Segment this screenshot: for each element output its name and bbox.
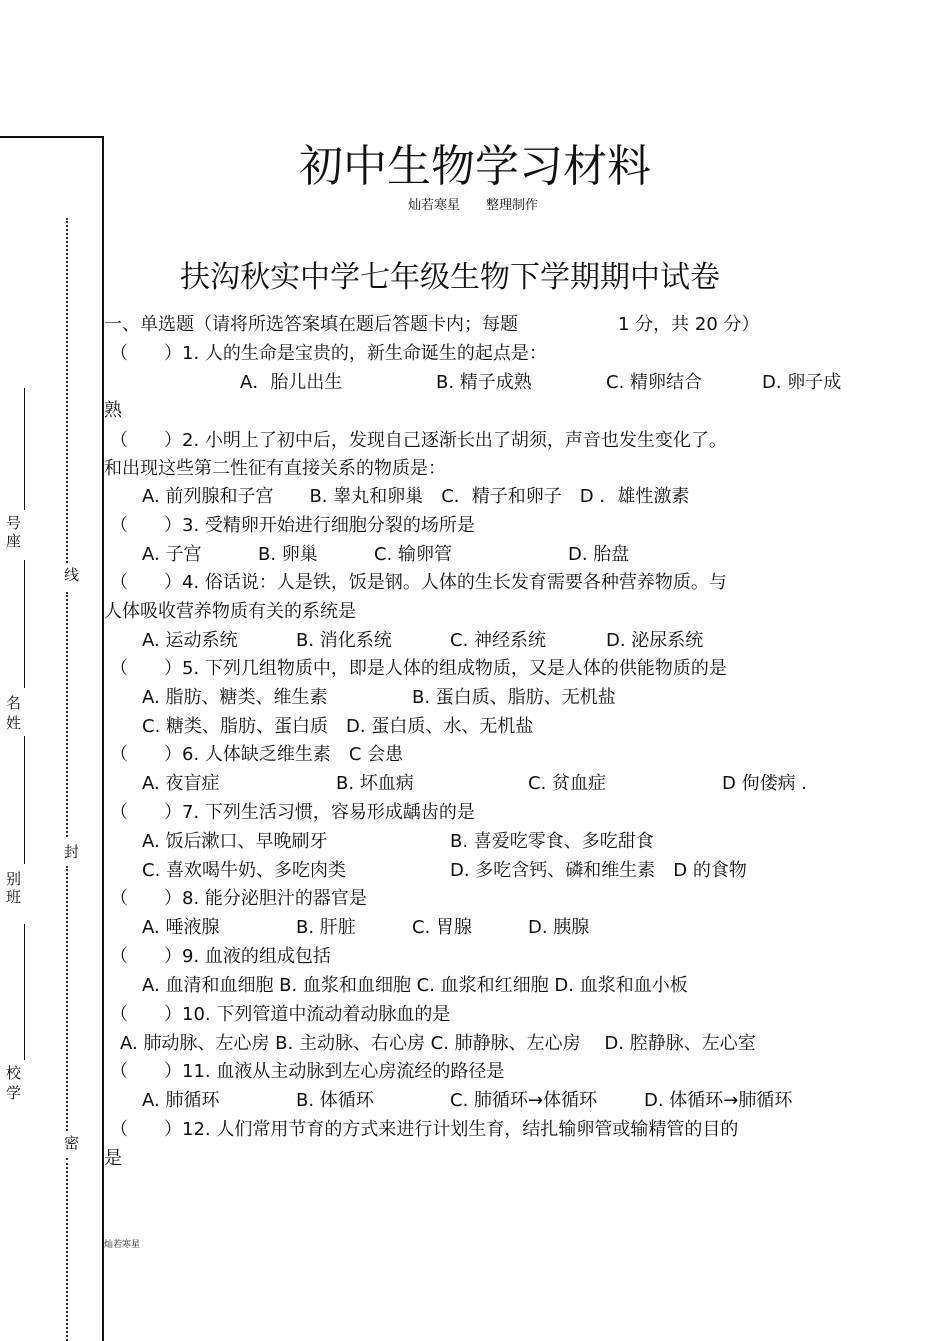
seal-mark-feng: 封 [64,843,80,861]
q7-option-a: A. 饭后漱口、早晚刷牙 [142,831,328,852]
field-rule-4 [24,924,25,1060]
q5-option-a: A. 脂肪、糖类、维生素 [142,687,328,708]
seal-mark-mi: 密 [64,1134,80,1152]
question-12: （ ）12. 人们常用节育的方式来进行计划生育，结扎输卵管或输精管的目的 [110,1119,739,1140]
section-heading: 一、单选题（请将所选答案填在题后答题卡内；每题 [104,314,518,335]
q5-option-cd: C. 糖类、脂肪、蛋白质 D. 蛋白质、水、无机盐 [142,716,534,737]
q1-option-b: B. 精子成熟 [436,372,532,393]
name-label-1: 名 [6,694,22,712]
q10-options: A. 肺动脉、左心房 B. 主动脉、右心房 C. 肺静脉、左心房 D. 腔静脉、左心室 [120,1033,756,1054]
seat-label-2: 座 [6,532,22,550]
q4-option-a: A. 运动系统 [142,630,238,651]
question-12-wrap: 是 [104,1148,122,1169]
q2-options: A. 前列腺和子宫 B. 睾丸和卵巢 C．精子和卵子 D ．雄性激素 [142,486,690,507]
school-label-1: 校 [6,1064,22,1082]
q7-option-b: B. 喜爱吃零食、多吃甜食 [450,831,654,852]
q6-option-c: C. 贫血症 [528,773,607,794]
seat-label-1: 号 [6,514,22,532]
q8-option-d: D. 胰腺 [528,917,590,938]
seal-mark-xian: 线 [64,566,80,584]
q11-option-c: C. 肺循环→体循环 [450,1090,598,1111]
question-11: （ ）11. 血液从主动脉到左心房流经的路径是 [110,1061,505,1082]
q11-option-d: D. 体循环→肺循环 [644,1090,793,1111]
question-10: （ ）10. 下列管道中流动着动脉血的是 [110,1004,451,1025]
school-label-2: 学 [6,1084,22,1102]
question-8: （ ）8. 能分泌胆汁的器官是 [110,888,367,909]
question-2-wrap: 和出现这些第二性征有直接关系的物质是： [104,458,446,479]
q8-option-b: B. 肝脏 [296,917,356,938]
q3-option-b: B. 卵巢 [258,544,318,565]
page-title: 初中生物学习材料 [299,141,651,192]
field-rule-3 [24,736,25,864]
question-5: （ ）5. 下列几组物质中，即是人体的组成物质，又是人体的供能物质的是 [110,658,727,679]
q6-option-d: D 佝偻病 . [722,773,808,794]
question-1: （ ）1. 人的生命是宝贵的，新生命诞生的起点是： [110,343,547,364]
q3-option-c: C. 输卵管 [374,544,453,565]
exam-title: 扶沟秋实中学七年级生物下学期期中试卷 [180,260,720,295]
question-4: （ ）4. 俗话说：人是铁，饭是钢。人体的生长发育需要各种营养物质。与 [110,572,727,593]
q8-option-a: A. 唾液腺 [142,917,220,938]
question-7: （ ）7. 下列生活习惯，容易形成龋齿的是 [110,802,475,823]
q1-option-a: A．胎儿出生 [240,372,343,393]
credit-line [408,194,538,213]
q6-option-a: A. 夜盲症 [142,773,220,794]
q11-option-b: B. 体循环 [296,1090,374,1111]
field-rule-1 [24,388,25,510]
q9-options: A. 血清和血细胞 B. 血浆和血细胞 C. 血浆和红细胞 D. 血浆和血小板 [142,975,688,996]
dotted-line-4 [66,1158,68,1341]
class-label-2: 班 [6,888,22,906]
q4-option-c: C. 神经系统 [450,630,547,651]
class-label-1: 别 [6,870,22,888]
q1-option-d: D. 卵子成 [762,372,842,393]
q3-option-d: D. 胎盘 [568,544,630,565]
q3-option-a: A. 子宫 [142,544,202,565]
question-2: （ ）2. 小明上了初中后，发现自己逐渐长出了胡须，声音也发生变化了。 [110,430,727,451]
q8-option-c: C. 胃腺 [412,917,473,938]
credit-author: 灿若寒星 [408,198,461,213]
q1-option-d-wrap: 熟 [104,400,122,421]
field-rule-2 [24,560,25,688]
q1-option-c: C. 精卵结合 [606,372,703,393]
q7-option-c: C. 喜欢喝牛奶、多吃肉类 [142,860,347,881]
q4-option-b: B. 消化系统 [296,630,392,651]
dotted-line-1 [66,218,68,563]
question-3: （ ）3. 受精卵开始进行细胞分裂的场所是 [110,515,475,536]
dotted-line-3 [66,866,68,1131]
section-score: 1 分，共 20 分） [618,314,760,335]
question-6: （ ）6. 人体缺乏维生素 C 会患 [110,744,404,765]
credit-note: 整理制作 [486,198,539,213]
q7-option-d: D. 多吃含钙、磷和维生素 D 的食物 [450,860,747,881]
q6-option-b: B. 坏血病 [336,773,414,794]
dotted-line-2 [66,592,68,837]
q5-option-b: B. 蛋白质、脂肪、无机盐 [412,687,616,708]
name-label-2: 姓 [6,714,22,732]
q11-option-a: A. 肺循环 [142,1090,220,1111]
footer-credit: 灿若寒星 [104,1240,141,1250]
question-4-wrap: 人体吸收营养物质有关的系统是 [104,601,356,622]
q4-option-d: D. 泌尿系统 [606,630,704,651]
question-9: （ ）9. 血液的组成包括 [110,946,331,967]
